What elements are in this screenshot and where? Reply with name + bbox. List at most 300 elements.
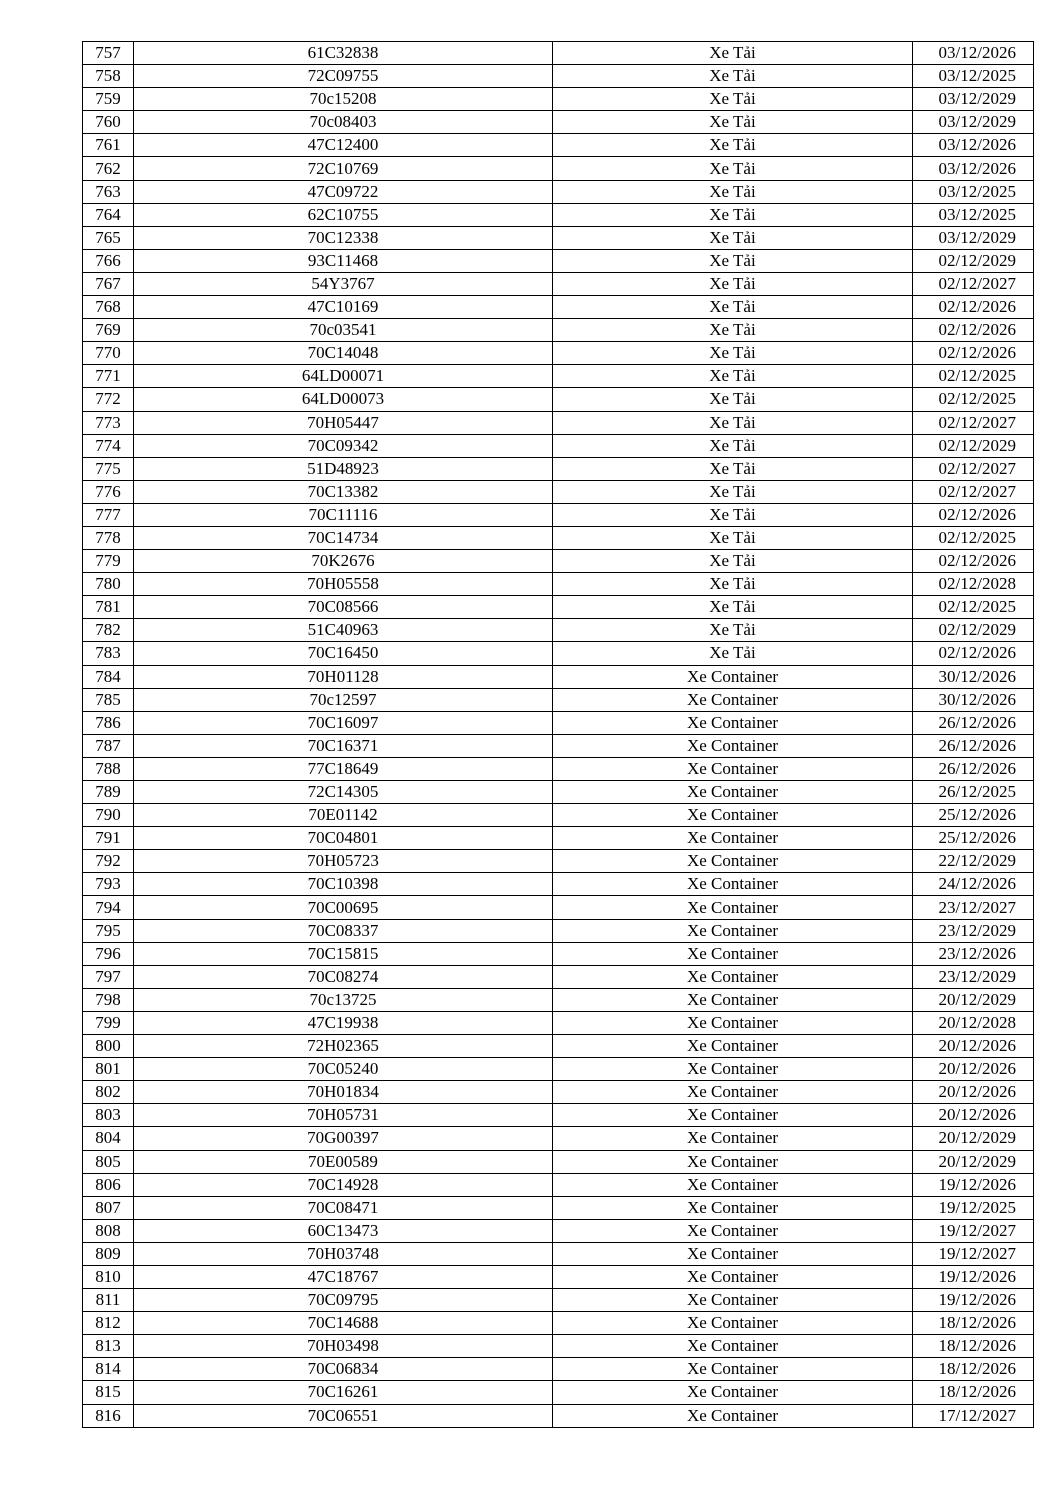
expiry-date-cell: 02/12/2025 (913, 388, 1034, 411)
plate-number-cell: 70C10398 (134, 873, 553, 896)
plate-number-cell: 70C09342 (134, 434, 553, 457)
expiry-date-cell: 24/12/2026 (913, 873, 1034, 896)
vehicle-type-cell: Xe Tải (553, 42, 913, 65)
row-number-cell: 767 (83, 272, 134, 295)
vehicle-type-cell: Xe Tải (553, 319, 913, 342)
expiry-date-cell: 03/12/2025 (913, 203, 1034, 226)
expiry-date-cell: 02/12/2026 (913, 642, 1034, 665)
row-number-cell: 784 (83, 665, 134, 688)
vehicle-type-cell: Xe Container (553, 1219, 913, 1242)
row-number-cell: 802 (83, 1081, 134, 1104)
expiry-date-cell: 19/12/2027 (913, 1242, 1034, 1265)
vehicle-type-cell: Xe Container (553, 965, 913, 988)
table-row (83, 896, 1034, 919)
expiry-date-cell: 03/12/2026 (913, 157, 1034, 180)
plate-number-cell: 70C15815 (134, 942, 553, 965)
table-row (83, 965, 1034, 988)
plate-number-cell: 70c13725 (134, 988, 553, 1011)
expiry-date-cell: 23/12/2027 (913, 896, 1034, 919)
vehicle-type-cell: Xe Tải (553, 503, 913, 526)
row-number-cell: 762 (83, 157, 134, 180)
expiry-date-cell: 03/12/2029 (913, 111, 1034, 134)
vehicle-type-cell: Xe Tải (553, 203, 913, 226)
plate-number-cell: 70C13382 (134, 480, 553, 503)
row-number-cell: 781 (83, 596, 134, 619)
plate-number-cell: 60C13473 (134, 1219, 553, 1242)
table-row (83, 249, 1034, 272)
row-number-cell: 769 (83, 319, 134, 342)
table-row (83, 734, 1034, 757)
plate-number-cell: 64LD00073 (134, 388, 553, 411)
vehicle-type-cell: Xe Container (553, 1289, 913, 1312)
row-number-cell: 773 (83, 411, 134, 434)
table-row (83, 1011, 1034, 1034)
row-number-cell: 757 (83, 42, 134, 65)
vehicle-type-cell: Xe Container (553, 942, 913, 965)
table-row (83, 342, 1034, 365)
plate-number-cell: 70C16261 (134, 1381, 553, 1404)
plate-number-cell: 70C08337 (134, 919, 553, 942)
plate-number-cell: 70H01834 (134, 1081, 553, 1104)
plate-number-cell: 70C04801 (134, 827, 553, 850)
plate-number-cell: 70H03748 (134, 1242, 553, 1265)
expiry-date-cell: 03/12/2026 (913, 134, 1034, 157)
expiry-date-cell: 23/12/2029 (913, 965, 1034, 988)
expiry-date-cell: 02/12/2027 (913, 457, 1034, 480)
table-row (83, 642, 1034, 665)
table-row (83, 1173, 1034, 1196)
vehicle-type-cell: Xe Container (553, 919, 913, 942)
plate-number-cell: 77C18649 (134, 757, 553, 780)
plate-number-cell: 70H05447 (134, 411, 553, 434)
table-row (83, 619, 1034, 642)
plate-number-cell: 62C10755 (134, 203, 553, 226)
row-number-cell: 793 (83, 873, 134, 896)
row-number-cell: 796 (83, 942, 134, 965)
vehicle-type-cell: Xe Container (553, 896, 913, 919)
vehicle-type-cell: Xe Tải (553, 434, 913, 457)
table-row (83, 757, 1034, 780)
plate-number-cell: 70E00589 (134, 1150, 553, 1173)
plate-number-cell: 51C40963 (134, 619, 553, 642)
plate-number-cell: 70E01142 (134, 804, 553, 827)
plate-number-cell: 70H05723 (134, 850, 553, 873)
vehicle-type-cell: Xe Tải (553, 388, 913, 411)
vehicle-type-cell: Xe Container (553, 757, 913, 780)
expiry-date-cell: 18/12/2026 (913, 1358, 1034, 1381)
table-row (83, 1035, 1034, 1058)
vehicle-type-cell: Xe Container (553, 1335, 913, 1358)
expiry-date-cell: 20/12/2026 (913, 1035, 1034, 1058)
vehicle-type-cell: Xe Container (553, 1196, 913, 1219)
row-number-cell: 809 (83, 1242, 134, 1265)
expiry-date-cell: 23/12/2026 (913, 942, 1034, 965)
plate-number-cell: 70C09795 (134, 1289, 553, 1312)
table-row (83, 503, 1034, 526)
row-number-cell: 794 (83, 896, 134, 919)
vehicle-type-cell: Xe Container (553, 804, 913, 827)
plate-number-cell: 70K2676 (134, 550, 553, 573)
row-number-cell: 785 (83, 688, 134, 711)
expiry-date-cell: 02/12/2025 (913, 365, 1034, 388)
vehicle-type-cell: Xe Tải (553, 88, 913, 111)
expiry-date-cell: 02/12/2029 (913, 619, 1034, 642)
plate-number-cell: 70C08471 (134, 1196, 553, 1219)
vehicle-type-cell: Xe Container (553, 1358, 913, 1381)
expiry-date-cell: 03/12/2026 (913, 42, 1034, 65)
expiry-date-cell: 02/12/2029 (913, 249, 1034, 272)
vehicle-type-cell: Xe Container (553, 688, 913, 711)
vehicle-type-cell: Xe Container (553, 1173, 913, 1196)
expiry-date-cell: 26/12/2026 (913, 734, 1034, 757)
expiry-date-cell: 02/12/2028 (913, 573, 1034, 596)
plate-number-cell: 51D48923 (134, 457, 553, 480)
row-number-cell: 806 (83, 1173, 134, 1196)
plate-number-cell: 70G00397 (134, 1127, 553, 1150)
row-number-cell: 797 (83, 965, 134, 988)
expiry-date-cell: 18/12/2026 (913, 1335, 1034, 1358)
table-row (83, 203, 1034, 226)
expiry-date-cell: 20/12/2026 (913, 1104, 1034, 1127)
plate-number-cell: 70c08403 (134, 111, 553, 134)
vehicle-type-cell: Xe Container (553, 827, 913, 850)
row-number-cell: 771 (83, 365, 134, 388)
expiry-date-cell: 20/12/2029 (913, 1150, 1034, 1173)
vehicle-type-cell: Xe Tải (553, 573, 913, 596)
expiry-date-cell: 02/12/2026 (913, 342, 1034, 365)
row-number-cell: 813 (83, 1335, 134, 1358)
row-number-cell: 759 (83, 88, 134, 111)
vehicle-type-cell: Xe Container (553, 1381, 913, 1404)
row-number-cell: 807 (83, 1196, 134, 1219)
expiry-date-cell: 02/12/2027 (913, 272, 1034, 295)
table-row (83, 665, 1034, 688)
table-row (83, 1404, 1034, 1427)
table-row (83, 388, 1034, 411)
row-number-cell: 778 (83, 526, 134, 549)
expiry-date-cell: 02/12/2025 (913, 526, 1034, 549)
row-number-cell: 805 (83, 1150, 134, 1173)
row-number-cell: 777 (83, 503, 134, 526)
vehicle-type-cell: Xe Tải (553, 480, 913, 503)
table-row (83, 1312, 1034, 1335)
table-row (83, 1196, 1034, 1219)
row-number-cell: 801 (83, 1058, 134, 1081)
table-row (83, 272, 1034, 295)
vehicle-type-cell: Xe Tải (553, 296, 913, 319)
plate-number-cell: 70H03498 (134, 1335, 553, 1358)
table-row (83, 1081, 1034, 1104)
expiry-date-cell: 19/12/2027 (913, 1219, 1034, 1242)
plate-number-cell: 47C19938 (134, 1011, 553, 1034)
row-number-cell: 789 (83, 781, 134, 804)
plate-number-cell: 70C11116 (134, 503, 553, 526)
plate-number-cell: 70H05558 (134, 573, 553, 596)
table-row (83, 1358, 1034, 1381)
plate-number-cell: 72C10769 (134, 157, 553, 180)
vehicle-type-cell: Xe Tải (553, 550, 913, 573)
plate-number-cell: 70c03541 (134, 319, 553, 342)
row-number-cell: 766 (83, 249, 134, 272)
plate-number-cell: 70C14734 (134, 526, 553, 549)
table-row (83, 365, 1034, 388)
expiry-date-cell: 03/12/2029 (913, 226, 1034, 249)
table-row (83, 1104, 1034, 1127)
table-row (83, 1150, 1034, 1173)
plate-number-cell: 72C09755 (134, 65, 553, 88)
row-number-cell: 795 (83, 919, 134, 942)
vehicle-type-cell: Xe Container (553, 1104, 913, 1127)
row-number-cell: 764 (83, 203, 134, 226)
row-number-cell: 788 (83, 757, 134, 780)
vehicle-type-cell: Xe Tải (553, 65, 913, 88)
table-row (83, 1242, 1034, 1265)
row-number-cell: 779 (83, 550, 134, 573)
expiry-date-cell: 02/12/2026 (913, 550, 1034, 573)
row-number-cell: 790 (83, 804, 134, 827)
expiry-date-cell: 19/12/2026 (913, 1265, 1034, 1288)
table-row (83, 850, 1034, 873)
row-number-cell: 804 (83, 1127, 134, 1150)
table-row (83, 319, 1034, 342)
expiry-date-cell: 19/12/2025 (913, 1196, 1034, 1219)
row-number-cell: 791 (83, 827, 134, 850)
expiry-date-cell: 03/12/2025 (913, 65, 1034, 88)
table-row (83, 457, 1034, 480)
plate-number-cell: 70C05240 (134, 1058, 553, 1081)
row-number-cell: 774 (83, 434, 134, 457)
vehicle-type-cell: Xe Container (553, 1081, 913, 1104)
table-row (83, 411, 1034, 434)
plate-number-cell: 64LD00071 (134, 365, 553, 388)
table-row (83, 781, 1034, 804)
vehicle-type-cell: Xe Container (553, 850, 913, 873)
table-row (83, 873, 1034, 896)
vehicle-type-cell: Xe Container (553, 1058, 913, 1081)
vehicle-type-cell: Xe Tải (553, 526, 913, 549)
vehicle-type-cell: Xe Tải (553, 342, 913, 365)
table-row (83, 88, 1034, 111)
vehicle-type-cell: Xe Container (553, 1150, 913, 1173)
expiry-date-cell: 20/12/2028 (913, 1011, 1034, 1034)
plate-number-cell: 70C12338 (134, 226, 553, 249)
expiry-date-cell: 25/12/2026 (913, 804, 1034, 827)
row-number-cell: 770 (83, 342, 134, 365)
expiry-date-cell: 20/12/2026 (913, 1081, 1034, 1104)
expiry-date-cell: 25/12/2026 (913, 827, 1034, 850)
expiry-date-cell: 18/12/2026 (913, 1312, 1034, 1335)
table-row (83, 1219, 1034, 1242)
vehicle-type-cell: Xe Container (553, 781, 913, 804)
row-number-cell: 776 (83, 480, 134, 503)
row-number-cell: 816 (83, 1404, 134, 1427)
vehicle-type-cell: Xe Container (553, 1011, 913, 1034)
plate-number-cell: 70C14688 (134, 1312, 553, 1335)
row-number-cell: 780 (83, 573, 134, 596)
table-row (83, 1265, 1034, 1288)
row-number-cell: 758 (83, 65, 134, 88)
table-row (83, 1335, 1034, 1358)
row-number-cell: 808 (83, 1219, 134, 1242)
row-number-cell: 815 (83, 1381, 134, 1404)
row-number-cell: 775 (83, 457, 134, 480)
table-row (83, 157, 1034, 180)
plate-number-cell: 47C09722 (134, 180, 553, 203)
table-row (83, 180, 1034, 203)
vehicle-type-cell: Xe Tải (553, 596, 913, 619)
table-row (83, 550, 1034, 573)
table-row (83, 42, 1034, 65)
vehicle-type-cell: Xe Tải (553, 457, 913, 480)
expiry-date-cell: 02/12/2026 (913, 503, 1034, 526)
vehicle-type-cell: Xe Tải (553, 157, 913, 180)
row-number-cell: 803 (83, 1104, 134, 1127)
vehicle-type-cell: Xe Container (553, 711, 913, 734)
row-number-cell: 761 (83, 134, 134, 157)
expiry-date-cell: 02/12/2026 (913, 319, 1034, 342)
row-number-cell: 792 (83, 850, 134, 873)
table-row (83, 827, 1034, 850)
vehicle-type-cell: Xe Container (553, 1127, 913, 1150)
plate-number-cell: 47C10169 (134, 296, 553, 319)
vehicle-type-cell: Xe Container (553, 1242, 913, 1265)
table-row (83, 65, 1034, 88)
table-row (83, 688, 1034, 711)
plate-number-cell: 70c15208 (134, 88, 553, 111)
expiry-date-cell: 02/12/2029 (913, 434, 1034, 457)
row-number-cell: 799 (83, 1011, 134, 1034)
expiry-date-cell: 17/12/2027 (913, 1404, 1034, 1427)
expiry-date-cell: 20/12/2029 (913, 1127, 1034, 1150)
row-number-cell: 768 (83, 296, 134, 319)
row-number-cell: 772 (83, 388, 134, 411)
plate-number-cell: 70C00695 (134, 896, 553, 919)
table-row (83, 1127, 1034, 1150)
plate-number-cell: 61C32838 (134, 42, 553, 65)
vehicle-type-cell: Xe Tải (553, 642, 913, 665)
vehicle-type-cell: Xe Tải (553, 411, 913, 434)
plate-number-cell: 70H05731 (134, 1104, 553, 1127)
expiry-date-cell: 22/12/2029 (913, 850, 1034, 873)
expiry-date-cell: 20/12/2029 (913, 988, 1034, 1011)
table-row (83, 804, 1034, 827)
vehicle-type-cell: Xe Container (553, 665, 913, 688)
expiry-date-cell: 20/12/2026 (913, 1058, 1034, 1081)
vehicle-type-cell: Xe Tải (553, 180, 913, 203)
vehicle-type-cell: Xe Tải (553, 249, 913, 272)
vehicle-type-cell: Xe Tải (553, 134, 913, 157)
vehicle-type-cell: Xe Tải (553, 226, 913, 249)
plate-number-cell: 70C16450 (134, 642, 553, 665)
vehicle-type-cell: Xe Container (553, 1265, 913, 1288)
row-number-cell: 783 (83, 642, 134, 665)
table-row (83, 942, 1034, 965)
table-row (83, 596, 1034, 619)
table-row (83, 711, 1034, 734)
plate-number-cell: 72C14305 (134, 781, 553, 804)
row-number-cell: 765 (83, 226, 134, 249)
vehicle-type-cell: Xe Tải (553, 111, 913, 134)
vehicle-registry-table (82, 41, 1034, 1428)
row-number-cell: 763 (83, 180, 134, 203)
vehicle-type-cell: Xe Container (553, 734, 913, 757)
table-body (83, 42, 1034, 1428)
row-number-cell: 810 (83, 1265, 134, 1288)
table-row (83, 526, 1034, 549)
expiry-date-cell: 26/12/2026 (913, 711, 1034, 734)
table-row (83, 480, 1034, 503)
expiry-date-cell: 26/12/2026 (913, 757, 1034, 780)
table-row (83, 1289, 1034, 1312)
expiry-date-cell: 30/12/2026 (913, 688, 1034, 711)
row-number-cell: 811 (83, 1289, 134, 1312)
table-row (83, 1381, 1034, 1404)
plate-number-cell: 70C06834 (134, 1358, 553, 1381)
plate-number-cell: 70C08566 (134, 596, 553, 619)
row-number-cell: 787 (83, 734, 134, 757)
plate-number-cell: 70C06551 (134, 1404, 553, 1427)
vehicle-type-cell: Xe Tải (553, 272, 913, 295)
expiry-date-cell: 02/12/2025 (913, 596, 1034, 619)
table-row (83, 434, 1034, 457)
expiry-date-cell: 03/12/2029 (913, 88, 1034, 111)
expiry-date-cell: 02/12/2026 (913, 296, 1034, 319)
table-row (83, 988, 1034, 1011)
row-number-cell: 782 (83, 619, 134, 642)
expiry-date-cell: 26/12/2025 (913, 781, 1034, 804)
row-number-cell: 760 (83, 111, 134, 134)
vehicle-type-cell: Xe Container (553, 1404, 913, 1427)
plate-number-cell: 70C08274 (134, 965, 553, 988)
table-row (83, 1058, 1034, 1081)
vehicle-type-cell: Xe Container (553, 1035, 913, 1058)
plate-number-cell: 54Y3767 (134, 272, 553, 295)
plate-number-cell: 47C18767 (134, 1265, 553, 1288)
plate-number-cell: 70c12597 (134, 688, 553, 711)
plate-number-cell: 70C16097 (134, 711, 553, 734)
expiry-date-cell: 19/12/2026 (913, 1173, 1034, 1196)
vehicle-type-cell: Xe Tải (553, 365, 913, 388)
table-row (83, 919, 1034, 942)
expiry-date-cell: 02/12/2027 (913, 480, 1034, 503)
table-row (83, 296, 1034, 319)
plate-number-cell: 70C16371 (134, 734, 553, 757)
table-row (83, 573, 1034, 596)
row-number-cell: 798 (83, 988, 134, 1011)
plate-number-cell: 72H02365 (134, 1035, 553, 1058)
vehicle-type-cell: Xe Container (553, 873, 913, 896)
plate-number-cell: 93C11468 (134, 249, 553, 272)
plate-number-cell: 70C14928 (134, 1173, 553, 1196)
plate-number-cell: 70H01128 (134, 665, 553, 688)
plate-number-cell: 47C12400 (134, 134, 553, 157)
expiry-date-cell: 18/12/2026 (913, 1381, 1034, 1404)
expiry-date-cell: 03/12/2025 (913, 180, 1034, 203)
expiry-date-cell: 30/12/2026 (913, 665, 1034, 688)
table-row (83, 226, 1034, 249)
row-number-cell: 800 (83, 1035, 134, 1058)
expiry-date-cell: 19/12/2026 (913, 1289, 1034, 1312)
plate-number-cell: 70C14048 (134, 342, 553, 365)
table-row (83, 111, 1034, 134)
expiry-date-cell: 02/12/2027 (913, 411, 1034, 434)
row-number-cell: 814 (83, 1358, 134, 1381)
row-number-cell: 812 (83, 1312, 134, 1335)
vehicle-type-cell: Xe Tải (553, 619, 913, 642)
row-number-cell: 786 (83, 711, 134, 734)
expiry-date-cell: 23/12/2029 (913, 919, 1034, 942)
vehicle-type-cell: Xe Container (553, 1312, 913, 1335)
